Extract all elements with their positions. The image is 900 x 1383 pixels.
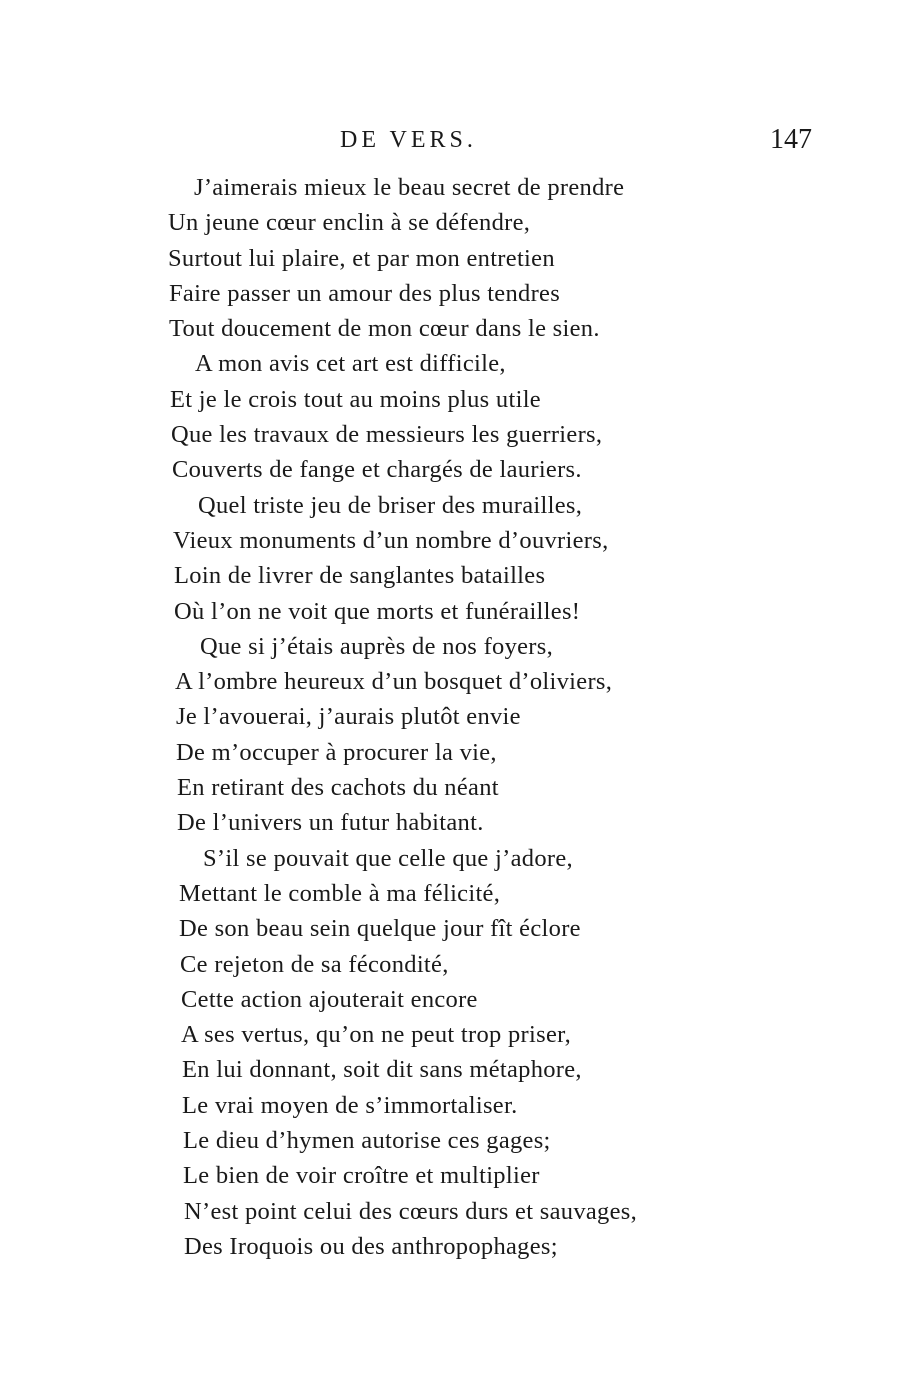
- verse-line: En retirant des cachots du néant: [177, 774, 499, 802]
- verse-line: Le vrai moyen de s’immortaliser.: [182, 1091, 518, 1119]
- verse-line: Où l’on ne voit que morts et funérailles!: [174, 597, 581, 625]
- page-number: 147: [770, 124, 812, 155]
- verse-line: N’est point celui des cœurs durs et sauvages,: [184, 1197, 638, 1225]
- verse-line: Que les travaux de messieurs les guerriers,: [171, 421, 603, 449]
- verse-line: Loin de livrer de sanglantes batailles: [174, 562, 546, 590]
- verse-line: Je l’avouerai, j’aurais plutôt envie: [176, 703, 521, 731]
- verse-line: Surtout lui plaire, et par mon entretien: [168, 244, 555, 272]
- verse-line: J’aimerais mieux le beau secret de prendre: [194, 174, 625, 201]
- verse-line: Vieux monuments d’un nombre d’ouvriers,: [173, 526, 609, 554]
- verse-line: En lui donnant, soit dit sans métaphore,: [182, 1056, 582, 1084]
- verse-line: Un jeune cœur enclin à se défendre,: [168, 209, 531, 237]
- verse-line: Mettant le comble à ma félicité,: [179, 879, 501, 907]
- verse-line: Le dieu d’hymen autorise ces gages;: [183, 1127, 551, 1155]
- verse-line: Et je le crois tout au moins plus utile: [170, 385, 541, 413]
- verse-line: Ce rejeton de sa fécondité,: [180, 950, 449, 978]
- running-head: [0, 122, 900, 158]
- verse-line: De m’occuper à procurer la vie,: [176, 738, 497, 766]
- verse-line: Cette action ajouterait encore: [181, 985, 478, 1013]
- verse-line: Le bien de voir croître et multiplier: [183, 1162, 540, 1190]
- running-title: DE VERS.: [340, 127, 477, 153]
- verse-line: S’il se pouvait que celle que j’adore,: [203, 844, 573, 872]
- verse-line: De son beau sein quelque jour fît éclore: [179, 915, 581, 943]
- verse-line: Faire passer un amour des plus tendres: [169, 279, 561, 307]
- poem-body: [0, 170, 900, 1264]
- verse-line: Des Iroquois ou des anthropophages;: [184, 1232, 558, 1260]
- verse-line: Que si j’étais auprès de nos foyers,: [200, 632, 554, 660]
- verse-line: A l’ombre heureux d’un bosquet d’oliviers,: [175, 668, 613, 696]
- verse-line: Tout doucement de mon cœur dans le sien.: [169, 315, 600, 343]
- verse-line: A ses vertus, qu’on ne peut trop priser,: [181, 1021, 572, 1049]
- verse-line: Quel triste jeu de briser des murailles,: [198, 491, 583, 519]
- verse-line: De l’univers un futur habitant.: [177, 809, 484, 837]
- verse-line: A mon avis cet art est difficile,: [195, 350, 506, 378]
- verse-line: Couverts de fange et chargés de lauriers.: [172, 456, 582, 484]
